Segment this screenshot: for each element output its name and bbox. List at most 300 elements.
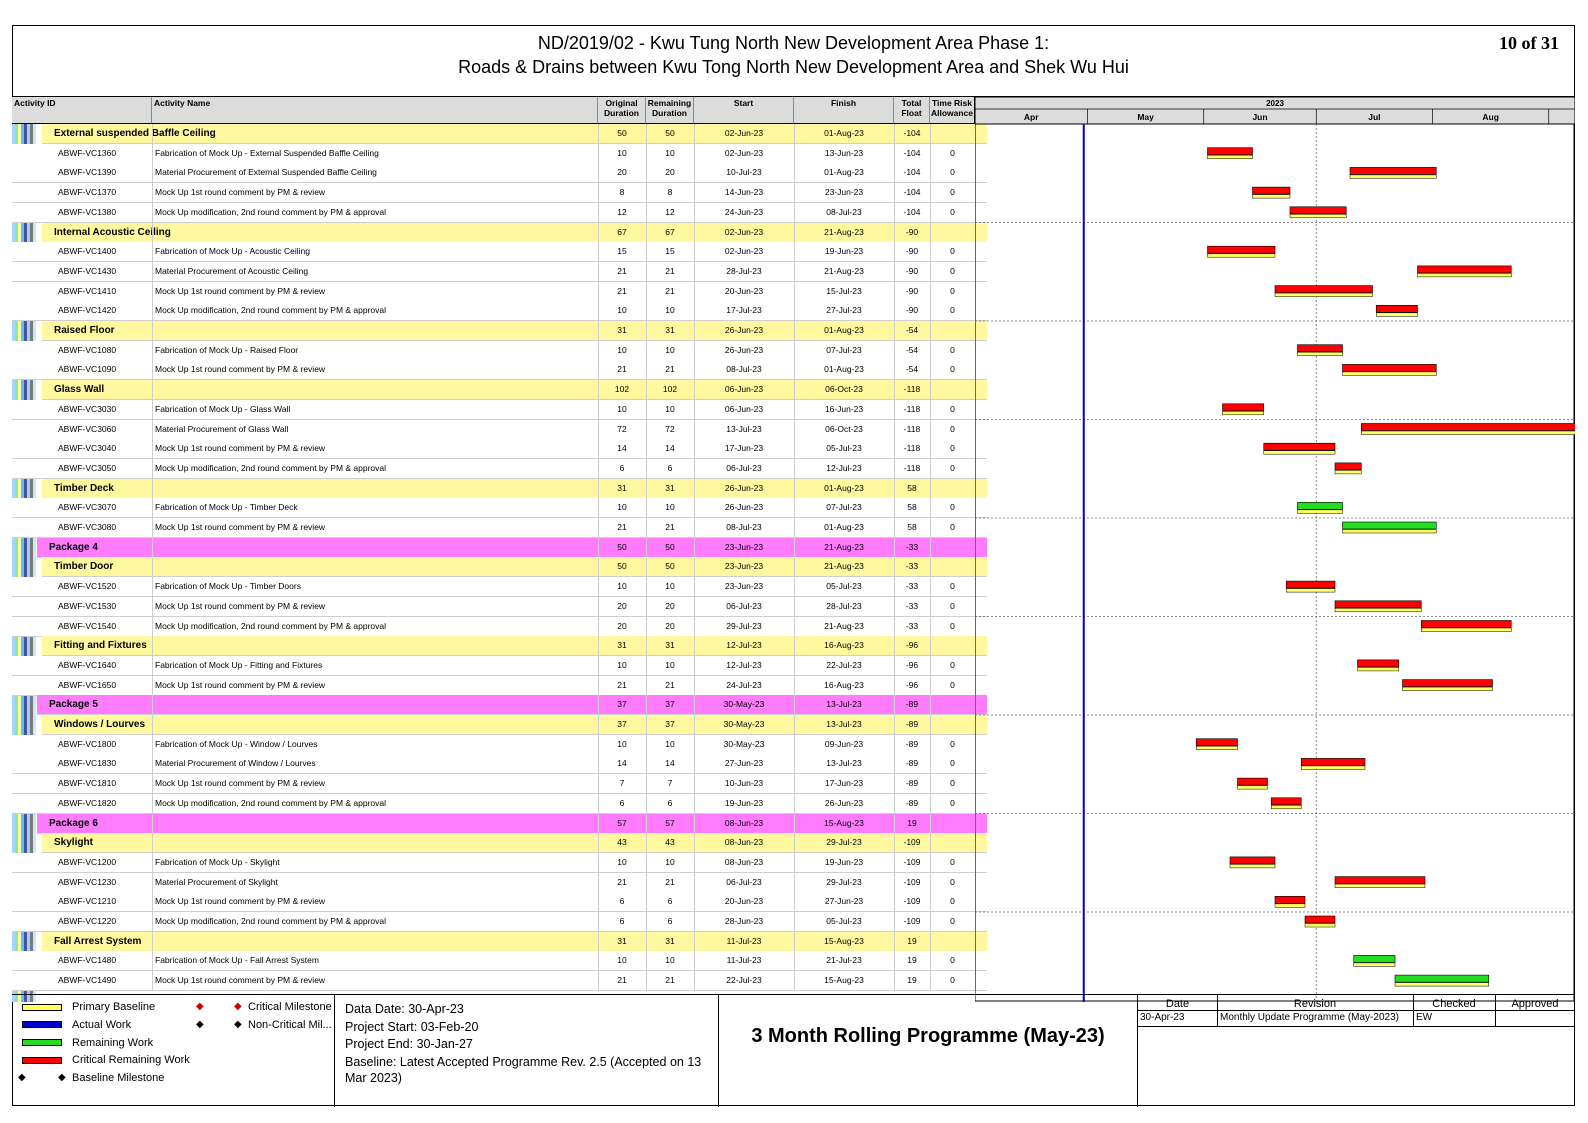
orig-cell: 14: [617, 443, 627, 454]
tra-cell: 0: [950, 797, 955, 808]
orig-cell: 31: [617, 640, 627, 651]
table-row[interactable]: [12, 754, 987, 774]
start-cell: 08-Jun-23: [724, 817, 764, 828]
timescale-year: 2023: [1266, 99, 1284, 108]
package-name-cell: Package 5: [49, 699, 98, 711]
rem-cell: 50: [665, 541, 675, 552]
group-row[interactable]: [42, 223, 987, 243]
table-row[interactable]: [12, 617, 987, 637]
float-cell: 58: [907, 502, 917, 513]
table-row[interactable]: [12, 873, 987, 893]
group-row[interactable]: [42, 833, 987, 853]
legend-critical-milestone-icon-2: ◆: [234, 1001, 242, 1012]
baseline-bar: [1286, 589, 1335, 593]
baseline-bar: [1350, 175, 1436, 179]
float-cell: -89: [905, 797, 919, 808]
legend-box: [12, 995, 335, 1107]
activity-id-cell: ABWF-VC1530: [58, 600, 117, 611]
start-cell: 23-Jun-23: [724, 561, 764, 572]
finish-cell: 07-Jul-23: [826, 344, 862, 355]
activity-bar: [1208, 148, 1253, 155]
page-number: 10 of 31: [1499, 33, 1559, 53]
baseline-bar: [1343, 530, 1437, 534]
table-row[interactable]: [12, 498, 987, 518]
orig-cell: 57: [617, 817, 627, 828]
group-row[interactable]: [42, 479, 987, 499]
start-cell: 12-Jul-23: [726, 640, 762, 651]
orig-cell: 21: [617, 876, 627, 887]
project-title-line1: ND/2019/02 - Kwu Tung North New Development Area Phase 1:: [537, 33, 1050, 53]
activity-bar: [1335, 463, 1361, 470]
tra-cell: 0: [950, 600, 955, 611]
table-row[interactable]: [12, 577, 987, 597]
orig-cell: 10: [617, 581, 627, 592]
activity-bar: [1418, 266, 1512, 273]
orig-cell: 10: [617, 344, 627, 355]
col-header-remaining-duration[interactable]: Remaining Duration: [646, 97, 694, 124]
rem-cell: 31: [665, 935, 675, 946]
column-divider: [930, 124, 931, 991]
start-cell: 23-Jun-23: [724, 581, 764, 592]
rem-cell: 10: [665, 344, 675, 355]
tra-cell: 0: [950, 423, 955, 434]
group-name-cell: Fitting and Fixtures: [54, 640, 147, 652]
orig-cell: 14: [617, 758, 627, 769]
activity-name-cell: Mock Up modification, 2nd round comment by PM & approval: [155, 462, 387, 473]
float-cell: -96: [905, 679, 919, 690]
orig-cell: 21: [617, 679, 627, 690]
rem-cell: 50: [665, 128, 675, 138]
orig-cell: 6: [619, 462, 625, 473]
revision-box: [1138, 995, 1575, 1107]
orig-cell: 6: [619, 797, 625, 808]
tra-cell: 0: [950, 896, 955, 907]
orig-cell: 6: [619, 896, 625, 907]
table-row[interactable]: [12, 853, 987, 873]
activity-bar: [1343, 522, 1437, 529]
finish-cell: 06-Oct-23: [825, 423, 863, 434]
float-cell: -90: [905, 226, 919, 237]
baseline-bar: [1335, 608, 1421, 612]
rem-cell: 21: [665, 285, 675, 296]
tra-cell: 0: [950, 502, 955, 513]
table-row[interactable]: [12, 301, 987, 321]
finish-cell: 01-Aug-23: [824, 325, 864, 335]
finish-cell: 21-Aug-23: [824, 620, 864, 631]
rem-cell: 21: [665, 975, 675, 986]
orig-cell: 10: [617, 305, 627, 316]
group-row[interactable]: [42, 932, 987, 952]
table-row[interactable]: [12, 163, 987, 183]
finish-cell: 27-Jul-23: [826, 305, 862, 316]
rem-cell: 15: [665, 246, 675, 257]
table-row[interactable]: [12, 892, 987, 912]
table-row[interactable]: [12, 735, 987, 755]
activity-id-cell: ABWF-VC1080: [58, 344, 117, 355]
finish-cell: 19-Jun-23: [824, 246, 864, 257]
baseline-bar: [1301, 766, 1365, 770]
tra-cell: 0: [950, 738, 955, 749]
month-label: Aug: [1482, 112, 1499, 122]
tra-cell: 0: [950, 522, 955, 532]
start-cell: 12-Jul-23: [726, 659, 762, 670]
activity-bar: [1264, 443, 1335, 450]
baseline-bar: [1305, 924, 1335, 928]
orig-cell: 50: [617, 541, 627, 552]
tra-cell: [930, 124, 975, 143]
legend-primary-baseline-label: Primary Baseline: [72, 1001, 156, 1013]
activity-id-cell: ABWF-VC1210: [58, 896, 117, 907]
gantt-svg: [975, 97, 1575, 1002]
tra-cell: [930, 814, 975, 833]
legend-baseline-milestone-icon-2: ◆: [58, 1072, 66, 1083]
tra-cell: 0: [950, 975, 955, 986]
baseline-bar: [1354, 963, 1395, 967]
group-name-cell: Skylight: [54, 837, 93, 849]
finish-cell: 16-Aug-23: [824, 679, 864, 690]
group-name-cell: Glass Wall: [54, 384, 105, 396]
rem-cell: 31: [665, 640, 675, 651]
activity-bar: [1403, 680, 1493, 687]
package-row[interactable]: [37, 538, 987, 558]
legend-critical-remaining-label: Critical Remaining Work: [72, 1054, 190, 1066]
float-cell: -54: [905, 344, 919, 355]
column-divider: [694, 124, 695, 991]
baseline-bar: [1208, 254, 1276, 258]
tra-cell: 0: [950, 620, 955, 631]
table-row[interactable]: [12, 400, 987, 420]
table-row[interactable]: [12, 341, 987, 361]
start-cell: 06-Jun-23: [724, 403, 764, 414]
float-cell: -118: [903, 384, 921, 395]
tra-cell: 0: [950, 916, 955, 926]
table-row[interactable]: [12, 282, 987, 302]
orig-cell: 102: [614, 384, 630, 395]
finish-cell: 06-Oct-23: [825, 384, 863, 395]
table-row[interactable]: [12, 912, 987, 932]
group-row[interactable]: [42, 321, 987, 341]
column-divider: [152, 124, 153, 991]
activity-bar: [1290, 207, 1346, 214]
tra-cell: [930, 321, 975, 340]
float-cell: -109: [903, 837, 921, 848]
group-row[interactable]: [42, 124, 987, 144]
finish-cell: 19-Jun-23: [824, 856, 864, 867]
group-row[interactable]: [42, 715, 987, 735]
rem-cell: 20: [665, 620, 675, 631]
column-divider: [598, 124, 599, 991]
activity-name-cell: Fabrication of Mock Up - Fall Arrest System: [155, 955, 319, 966]
activity-id-cell: ABWF-VC1540: [58, 620, 117, 631]
activity-id-cell: ABWF-VC1370: [58, 187, 117, 198]
group-name-cell: Fall Arrest System: [54, 935, 142, 947]
table-row[interactable]: [12, 518, 987, 538]
activity-bar: [1275, 896, 1305, 903]
table-row[interactable]: [12, 971, 987, 991]
orig-cell: 7: [619, 778, 625, 789]
start-cell: 08-Jun-23: [724, 856, 764, 867]
col-header-activity-name[interactable]: Activity Name: [152, 97, 598, 124]
orig-cell: 50: [617, 561, 627, 572]
baseline-bar: [1290, 214, 1346, 218]
baseline-bar: [1275, 904, 1305, 908]
rem-cell: 10: [665, 147, 675, 158]
float-cell: -96: [905, 640, 919, 651]
activity-name-cell: Mock Up 1st round comment by PM & review: [155, 187, 326, 198]
rem-cell: 21: [665, 364, 675, 375]
activity-bar: [1275, 286, 1373, 293]
start-cell: 06-Jul-23: [726, 600, 762, 611]
start-cell: 13-Jul-23: [726, 423, 762, 434]
project-end: Project End: 30-Jan-27: [345, 1037, 473, 1051]
activity-name-cell: Mock Up modification, 2nd round comment by PM & approval: [155, 916, 387, 926]
table-row[interactable]: [12, 439, 987, 459]
table-row[interactable]: [12, 262, 987, 282]
float-cell: -118: [903, 462, 921, 473]
table-row[interactable]: [12, 420, 987, 440]
activity-name-cell: Fabrication of Mock Up - Timber Doors: [155, 581, 301, 592]
finish-cell: 23-Jun-23: [824, 187, 864, 198]
tra-cell: 0: [950, 147, 955, 158]
col-header-time-risk-allowance[interactable]: Time Risk Allowance: [930, 97, 975, 124]
float-cell: -96: [905, 659, 919, 670]
tra-cell: 0: [950, 305, 955, 316]
float-cell: -54: [905, 364, 919, 375]
programme-title: 3 Month Rolling Programme (May-23): [751, 1025, 1105, 1047]
activity-id-cell: ABWF-VC1360: [58, 147, 117, 158]
tra-cell: [930, 715, 975, 734]
activity-name-cell: Mock Up modification, 2nd round comment by PM & approval: [155, 797, 387, 808]
activity-name-cell: Mock Up 1st round comment by PM & review: [155, 679, 326, 690]
finish-cell: 12-Jul-23: [826, 462, 862, 473]
table-row[interactable]: [12, 656, 987, 676]
finish-cell: 09-Jun-23: [824, 738, 864, 749]
float-cell: -118: [903, 423, 921, 434]
activity-id-cell: ABWF-VC1220: [58, 916, 117, 926]
tra-cell: 0: [950, 856, 955, 867]
legend-critical-milestone-icon: ◆: [196, 1001, 204, 1012]
activity-id-cell: ABWF-VC3040: [58, 443, 117, 454]
finish-cell: 13-Jul-23: [826, 719, 862, 729]
activity-bar: [1298, 502, 1343, 509]
revision-header-date: Date: [1165, 998, 1190, 1010]
group-row[interactable]: [42, 380, 987, 400]
activity-bar: [1335, 877, 1425, 884]
rem-cell: 20: [665, 167, 675, 178]
tra-cell: 0: [950, 778, 955, 789]
orig-cell: 31: [617, 935, 627, 946]
legend-primary-baseline-swatch: [22, 1004, 62, 1011]
package-row[interactable]: [37, 695, 987, 715]
tra-cell: [930, 636, 975, 655]
float-cell: -104: [903, 167, 921, 178]
tra-cell: 0: [950, 206, 955, 217]
activity-bar: [1354, 955, 1395, 962]
tra-cell: [930, 223, 975, 242]
footer: [12, 994, 1575, 1106]
table-row[interactable]: [12, 242, 987, 262]
legend-noncritical-milestone-icon-2: ◆: [234, 1019, 242, 1030]
baseline-bar: [1275, 293, 1373, 297]
start-cell: 24-Jun-23: [724, 206, 764, 217]
finish-cell: 21-Aug-23: [824, 265, 864, 276]
orig-cell: 10: [617, 955, 627, 966]
activity-name-cell: Mock Up 1st round comment by PM & review: [155, 522, 326, 532]
activity-name-cell: Mock Up modification, 2nd round comment by PM & approval: [155, 620, 387, 631]
col-header-finish[interactable]: Finish: [794, 97, 894, 124]
rem-cell: 31: [665, 482, 675, 493]
group-row[interactable]: [42, 557, 987, 577]
float-cell: 19: [907, 955, 917, 966]
baseline-bar: [1208, 155, 1253, 159]
float-cell: -33: [905, 581, 919, 592]
package-row[interactable]: [37, 814, 987, 834]
project-info-box: [335, 995, 719, 1107]
orig-cell: 20: [617, 167, 627, 178]
activity-name-cell: Material Procurement of Glass Wall: [155, 423, 289, 434]
activity-bar: [1335, 601, 1421, 608]
revision-header-approved: Approved: [1511, 998, 1559, 1010]
rem-cell: 10: [665, 403, 675, 414]
col-header-start[interactable]: Start: [694, 97, 794, 124]
activity-bar: [1253, 187, 1291, 194]
legend-critical-remaining-swatch: [22, 1057, 62, 1064]
activity-id-cell: ABWF-VC3050: [58, 462, 117, 473]
start-cell: 28-Jun-23: [724, 916, 764, 926]
activity-id-cell: ABWF-VC1090: [58, 364, 117, 375]
baseline-bar: [1298, 352, 1343, 356]
orig-cell: 8: [619, 187, 625, 198]
finish-cell: 15-Aug-23: [824, 935, 864, 946]
tra-cell: [930, 479, 975, 498]
table-row[interactable]: [12, 459, 987, 479]
baseline-bar: [1196, 746, 1237, 750]
activity-name-cell: Material Procurement of Window / Lourves: [155, 758, 316, 769]
table-row[interactable]: [12, 794, 987, 814]
start-cell: 30-May-23: [723, 699, 765, 710]
group-name-cell: Timber Door: [54, 561, 114, 573]
activity-name-cell: Fabrication of Mock Up - Fitting and Fixtures: [155, 659, 323, 670]
orig-cell: 6: [619, 916, 625, 926]
orig-cell: 21: [617, 975, 627, 986]
tra-cell: [930, 695, 975, 714]
rem-cell: 10: [665, 856, 675, 867]
orig-cell: 37: [617, 699, 627, 710]
finish-cell: 05-Jul-23: [826, 581, 862, 592]
float-cell: -90: [905, 285, 919, 296]
rem-cell: 12: [665, 206, 675, 217]
table-row[interactable]: [12, 183, 987, 203]
activity-name-cell: Fabrication of Mock Up - Raised Floor: [155, 344, 299, 355]
float-cell: -118: [903, 403, 921, 414]
activity-name-cell: Mock Up modification, 2nd round comment by PM & approval: [155, 206, 387, 217]
float-cell: 19: [907, 817, 917, 828]
activity-name-cell: Fabrication of Mock Up - Skylight: [155, 856, 280, 867]
activity-id-cell: ABWF-VC1200: [58, 856, 117, 867]
activity-name-cell: Mock Up 1st round comment by PM & review: [155, 778, 326, 789]
column-divider: [794, 124, 795, 991]
data-date: Data Date: 30-Apr-23: [345, 1002, 464, 1016]
rem-cell: 21: [665, 876, 675, 887]
activity-name-cell: Mock Up 1st round comment by PM & review: [155, 364, 326, 375]
group-name-cell: Raised Floor: [54, 325, 115, 336]
col-header-original-duration[interactable]: Original Duration: [598, 97, 646, 124]
table-row[interactable]: [12, 597, 987, 617]
start-cell: 29-Jul-23: [726, 620, 762, 631]
activity-bar: [1298, 345, 1343, 352]
table-row[interactable]: [12, 360, 987, 380]
activity-bar: [1271, 798, 1301, 805]
orig-cell: 10: [617, 147, 627, 158]
activity-id-cell: ABWF-VC1430: [58, 265, 117, 276]
tra-cell: 0: [950, 265, 955, 276]
start-cell: 27-Jun-23: [724, 758, 764, 769]
col-header-total-float[interactable]: Total Float: [894, 97, 930, 124]
rem-cell: 10: [665, 738, 675, 749]
table-row[interactable]: [12, 951, 987, 971]
float-cell: -89: [905, 699, 919, 710]
finish-cell: 01-Aug-23: [824, 167, 864, 178]
group-name-cell: Internal Acoustic Ceiling: [54, 226, 171, 238]
rem-cell: 6: [667, 896, 673, 907]
revision-checked: EW: [1416, 1012, 1433, 1023]
float-cell: -90: [905, 305, 919, 316]
tra-cell: 0: [950, 659, 955, 670]
finish-cell: 01-Aug-23: [824, 522, 864, 532]
table-row[interactable]: [12, 774, 987, 794]
activity-id-cell: ABWF-VC1640: [58, 659, 117, 670]
rem-cell: 31: [665, 325, 675, 335]
activity-id-cell: ABWF-VC1520: [58, 581, 117, 592]
orig-cell: 10: [617, 403, 627, 414]
activity-table: [12, 97, 987, 1002]
activity-bar: [1361, 424, 1575, 431]
legend-noncritical-milestone-icon: ◆: [196, 1019, 204, 1030]
col-header-activity-id[interactable]: Activity ID: [12, 97, 152, 124]
float-cell: -89: [905, 778, 919, 789]
activity-id-cell: ABWF-VC1380: [58, 206, 117, 217]
table-row[interactable]: [12, 144, 987, 164]
activity-name-cell: Mock Up 1st round comment by PM & review: [155, 600, 326, 611]
start-cell: 08-Jun-23: [724, 837, 764, 848]
orig-cell: 20: [617, 620, 627, 631]
activity-bar: [1286, 581, 1335, 588]
tra-cell: 0: [950, 187, 955, 198]
activity-id-cell: ABWF-VC1480: [58, 955, 117, 966]
float-cell: -104: [903, 187, 921, 198]
table-row[interactable]: [12, 676, 987, 696]
activity-id-cell: ABWF-VC1810: [58, 778, 117, 789]
activity-id-cell: ABWF-VC1650: [58, 679, 117, 690]
group-row[interactable]: [42, 636, 987, 656]
start-cell: 26-Jun-23: [724, 482, 764, 493]
orig-cell: 67: [617, 226, 627, 237]
finish-cell: 17-Jun-23: [824, 778, 864, 789]
tra-cell: 0: [950, 403, 955, 414]
package-name-cell: Package 4: [49, 541, 98, 553]
rem-cell: 8: [667, 187, 673, 198]
activity-name-cell: Material Procurement of Acoustic Ceiling: [155, 265, 309, 276]
orig-cell: 10: [617, 856, 627, 867]
rem-cell: 102: [662, 384, 678, 395]
activity-bar: [1350, 167, 1436, 174]
legend-actual-work-swatch: [22, 1021, 62, 1028]
table-row[interactable]: [12, 203, 987, 223]
activity-bar: [1223, 404, 1264, 411]
tra-cell: 0: [950, 955, 955, 966]
group-name-cell: Timber Deck: [54, 482, 114, 494]
orig-cell: 43: [617, 837, 627, 848]
